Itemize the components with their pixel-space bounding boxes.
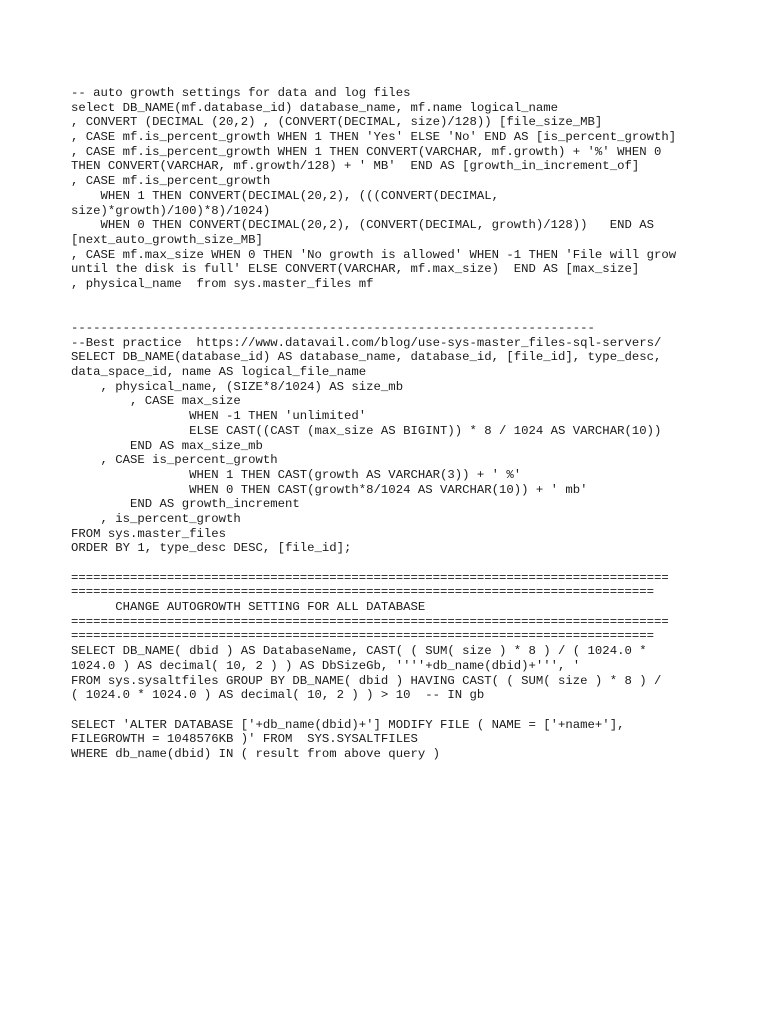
code-line: SELECT 'ALTER DATABASE ['+db_name(dbid)+'] MODIFY FILE ( NAME = ['+name+'],	[71, 717, 625, 732]
code-line: WHEN 0 THEN CONVERT(DECIMAL(20,2), (CONVERT(DECIMAL, growth)/128)) END AS	[71, 218, 654, 233]
code-line: , CASE max_size	[71, 394, 241, 409]
code-line: END AS max_size_mb	[71, 438, 263, 453]
code-line: , CASE is_percent_growth	[71, 453, 278, 468]
code-line: WHEN 1 THEN CAST(growth AS VARCHAR(3)) + ' %'	[71, 467, 522, 482]
blank-line	[71, 306, 761, 321]
code-line: , physical_name, (SIZE*8/1024) AS size_mb	[71, 379, 404, 394]
code-line: ( 1024.0 * 1024.0 ) AS decimal( 10, 2 ) ) > 10 -- IN gb	[71, 688, 485, 703]
code-line: SELECT DB_NAME(database_id) AS database_name, database_id, [file_id], type_desc,	[71, 350, 662, 365]
code-line: , CASE mf.is_percent_growth	[71, 174, 271, 189]
code-line: [next_auto_growth_size_MB]	[71, 232, 263, 247]
code-line: ELSE CAST((CAST (max_size AS BIGINT)) * 8 / 1024 AS VARCHAR(10))	[71, 423, 662, 438]
code-line: select DB_NAME(mf.database_id) database_name, mf.name logical_name	[71, 100, 559, 115]
code-line: END AS growth_increment	[71, 497, 300, 512]
code-line: -- auto growth settings for data and log files	[71, 86, 411, 100]
code-line: WHEN -1 THEN 'unlimited'	[71, 409, 367, 424]
code-line: ORDER BY 1, type_desc DESC, [file_id];	[71, 541, 352, 556]
code-line: , CASE mf.is_percent_growth WHEN 1 THEN CONVERT(VARCHAR, mf.growth) + '%' WHEN 0	[71, 144, 662, 159]
code-line: size)*growth)/100)*8)/1024)	[71, 203, 271, 218]
code-line: FILEGROWTH = 1048576KB )' FROM SYS.SYSALTFILES	[71, 732, 418, 747]
code-line: , CASE mf.is_percent_growth WHEN 1 THEN 'Yes' ELSE 'No' END AS [is_percent_growth]	[71, 130, 677, 145]
code-line: WHERE db_name(dbid) IN ( result from above query )	[71, 746, 440, 761]
code-line: , CONVERT (DECIMAL (20,2) , (CONVERT(DECIMAL, size)/128)) [file_size_MB]	[71, 115, 603, 130]
code-line: ===============================================================================	[71, 629, 654, 644]
code-line: 1024.0 ) AS decimal( 10, 2 ) ) AS DbSizeGb, ''''+db_name(dbid)+''', '	[71, 658, 581, 673]
code-line: FROM sys.master_files	[71, 526, 226, 541]
code-line: data_space_id, name AS logical_file_name	[71, 365, 367, 380]
blank-line	[71, 556, 761, 571]
code-line: -----------------------------------------------------------------------	[71, 321, 595, 335]
sql-code-block	[71, 86, 761, 762]
code-line: --Best practice https://www.datavail.com/blog/use-sys-master_files-sql-servers/	[71, 335, 662, 350]
code-line: =================================================================================	[71, 614, 669, 629]
blank-line	[71, 292, 761, 307]
code-line: FROM sys.sysaltfiles GROUP BY DB_NAME( dbid ) HAVING CAST( ( SUM( size ) * 8 ) /	[71, 673, 662, 688]
code-line: , is_percent_growth	[71, 511, 241, 526]
code-line: ===============================================================================	[71, 585, 654, 600]
code-line: until the disk is full' ELSE CONVERT(VARCHAR, mf.max_size) END AS [max_size]	[71, 262, 640, 277]
code-line: =================================================================================	[71, 570, 669, 585]
code-line: WHEN 0 THEN CAST(growth*8/1024 AS VARCHAR(10)) + ' mb'	[71, 482, 588, 497]
code-line: CHANGE AUTOGROWTH SETTING FOR ALL DATABASE	[71, 600, 426, 615]
code-line: , CASE mf.max_size WHEN 0 THEN 'No growth is allowed' WHEN -1 THEN 'File will grow	[71, 247, 677, 262]
code-line: THEN CONVERT(VARCHAR, mf.growth/128) + ' MB' END AS [growth_in_increment_of]	[71, 159, 640, 174]
code-line: , physical_name from sys.master_files mf	[71, 276, 374, 291]
code-line: SELECT DB_NAME( dbid ) AS DatabaseName, CAST( ( SUM( size ) * 8 ) / ( 1024.0 *	[71, 644, 647, 659]
blank-line	[71, 703, 761, 718]
code-line: WHEN 1 THEN CONVERT(DECIMAL(20,2), (((CONVERT(DECIMAL,	[71, 188, 500, 203]
